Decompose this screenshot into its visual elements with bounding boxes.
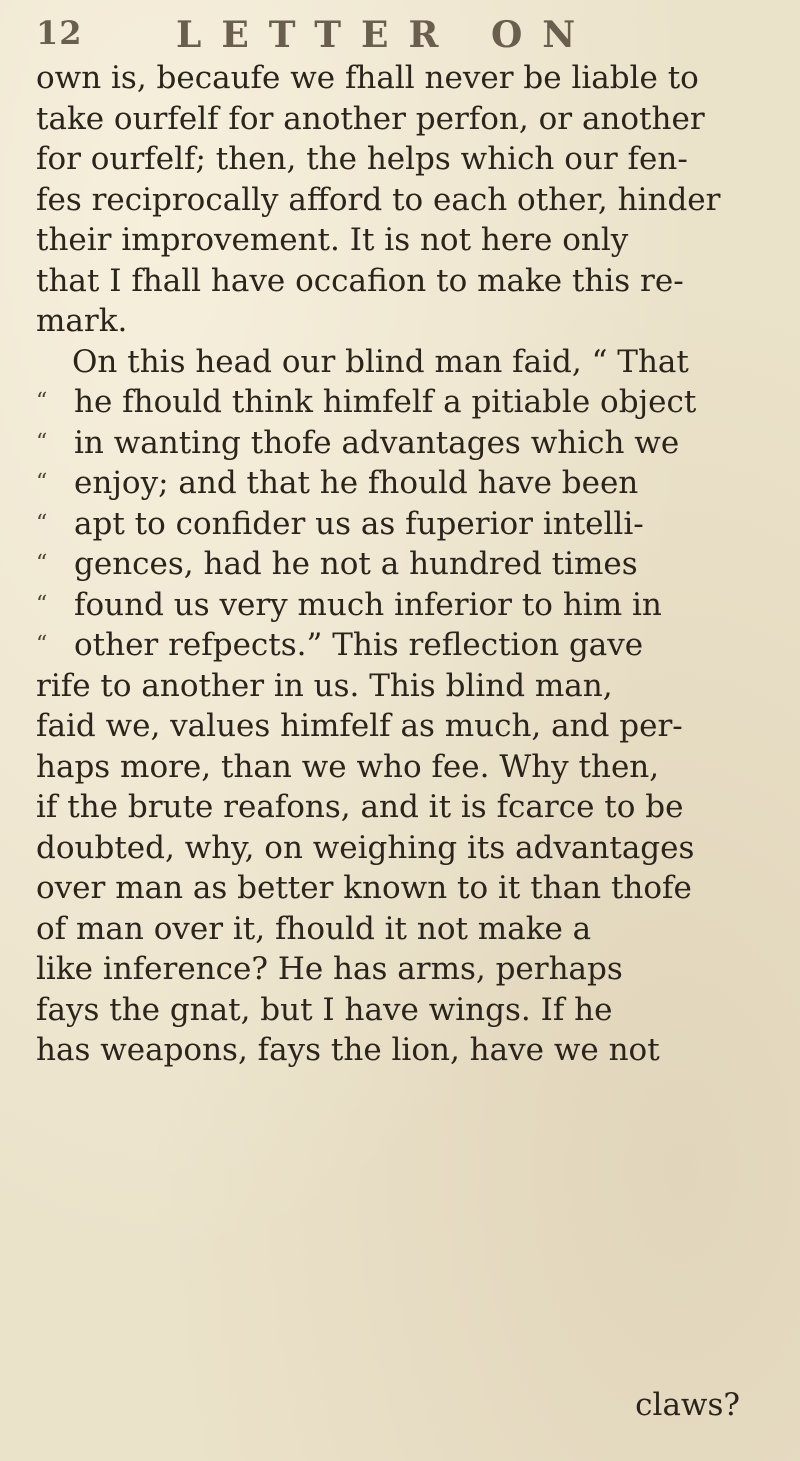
text-line: that I fhall have occafion to make this re-	[36, 262, 684, 299]
text-line: if the brute reafons, and it is fcarce to be	[36, 789, 684, 825]
text-line: of man over it, fhould it not make a	[36, 910, 592, 947]
text-line: fes reciprocally afford to each other, hinder	[36, 181, 721, 218]
text-line: haps more, than we who fee. Why then,	[36, 748, 660, 785]
body-text	[36, 58, 776, 1071]
text-line: doubted, why, on weighing its advantages	[36, 829, 695, 866]
catchword: claws?	[635, 1387, 740, 1423]
quote-mark: “	[36, 470, 48, 495]
text-line: their improvement. It is not here only	[36, 222, 629, 258]
quoted-line: “ enjoy; and that he fhould have been	[36, 463, 776, 504]
text-line: rife to another in us. This blind man,	[36, 667, 613, 704]
quoted-line: “ gences, had he not a hundred times	[36, 544, 776, 585]
text-line: own is, becaufe we fhall never be liable to	[36, 60, 699, 96]
text-line: has weapons, fays the lion, have we not	[36, 1032, 660, 1068]
text-line: take ourfelf for another perfon, or another	[36, 100, 705, 137]
paragraph-start-line: On this head our blind man faid, “ That	[72, 343, 689, 380]
quote-mark: “	[36, 551, 48, 576]
text-line: over man as better known to it than thofe	[36, 870, 692, 906]
quote-mark: “	[36, 429, 48, 455]
text-line: fays the gnat, but I have wings. If he	[36, 991, 613, 1028]
quoted-line: “ in wanting thofe advantages which we	[36, 423, 776, 464]
text-line: for ourfelf; then, the helps which our fen-	[36, 141, 688, 177]
text-line: like inference? He has arms, perhaps	[36, 951, 623, 987]
page-number: 12	[36, 14, 83, 52]
quoted-line: “ found us very much inferior to him in	[36, 585, 776, 626]
quoted-line: “ other refpects.” This reflection gave	[36, 625, 776, 666]
quote-mark: “	[36, 591, 48, 617]
quote-mark: “	[36, 389, 48, 414]
quote-mark: “	[36, 510, 48, 536]
text-line: faid we, values himfelf as much, and per-	[36, 708, 683, 744]
running-head: LETTER ON	[176, 14, 596, 56]
quote-mark: “	[36, 632, 48, 657]
quoted-line: “ he fhould think himfelf a pitiable object	[36, 382, 776, 423]
text-line: mark.	[36, 303, 128, 339]
page-header	[36, 14, 764, 58]
quoted-line: “ apt to confider us as fuperior intelli-	[36, 504, 776, 545]
